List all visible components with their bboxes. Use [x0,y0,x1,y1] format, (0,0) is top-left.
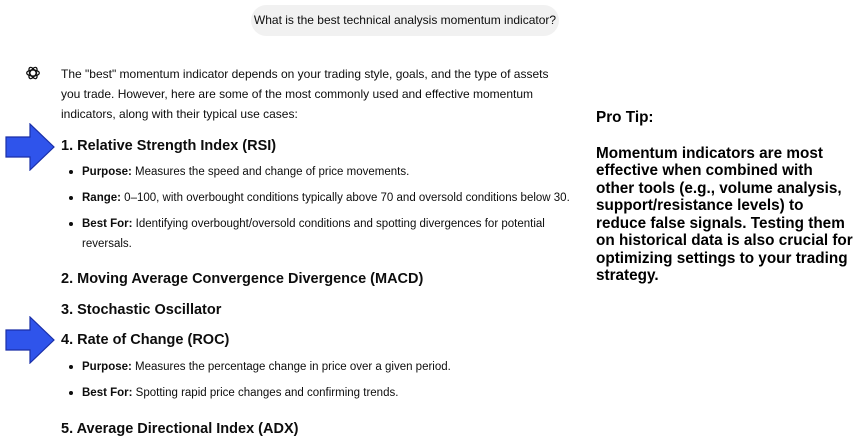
assistant-intro-text: The "best" momentum indicator depends on your trading style, goals, and the type of assets you trade. However, here are some of the most commonly used and effective momentum indicators, along with their typical use cases: [61,67,549,121]
right-arrow-icon [5,316,55,364]
pro-tip-callout [596,109,854,285]
list-item: Best For: Identifying overbought/oversold conditions and spotting divergences for potential reversals. [61,214,581,254]
openai-logo-icon [25,65,41,81]
heading-roc: 4. Rate of Change (ROC) [61,332,230,348]
heading-stochastic: 3. Stochastic Oscillator [61,302,222,318]
right-arrow-icon [5,123,55,171]
user-message-text: What is the best technical analysis momentum indicator? [253,13,557,27]
heading-adx: 5. Average Directional Index (ADX) [61,421,299,437]
rsi-bullet-list [61,162,581,254]
heading-macd: 2. Moving Average Convergence Divergence (MACD) [61,271,424,287]
roc-bullet-list [61,357,581,403]
user-message-bubble [251,5,559,36]
list-item: Purpose: Measures the percentage change in price over a given period. [61,357,581,377]
list-item: Range: 0–100, with overbought conditions typically above 70 and oversold conditions below 30. [61,188,581,208]
heading-rsi: 1. Relative Strength Index (RSI) [61,138,277,154]
pro-tip-body: Momentum indicators are most effective when combined with other tools (e.g., volume analysis, support/resistance levels) to reduce false signals. Testing them on historical data is also crucial for optimizing settings to your trading strategy. [596,144,853,284]
list-item: Best For: Spotting rapid price changes and confirming trends. [61,383,581,403]
list-item: Purpose: Measures the speed and change of price movements. [61,162,581,182]
pro-tip-title: Pro Tip: [596,109,654,126]
